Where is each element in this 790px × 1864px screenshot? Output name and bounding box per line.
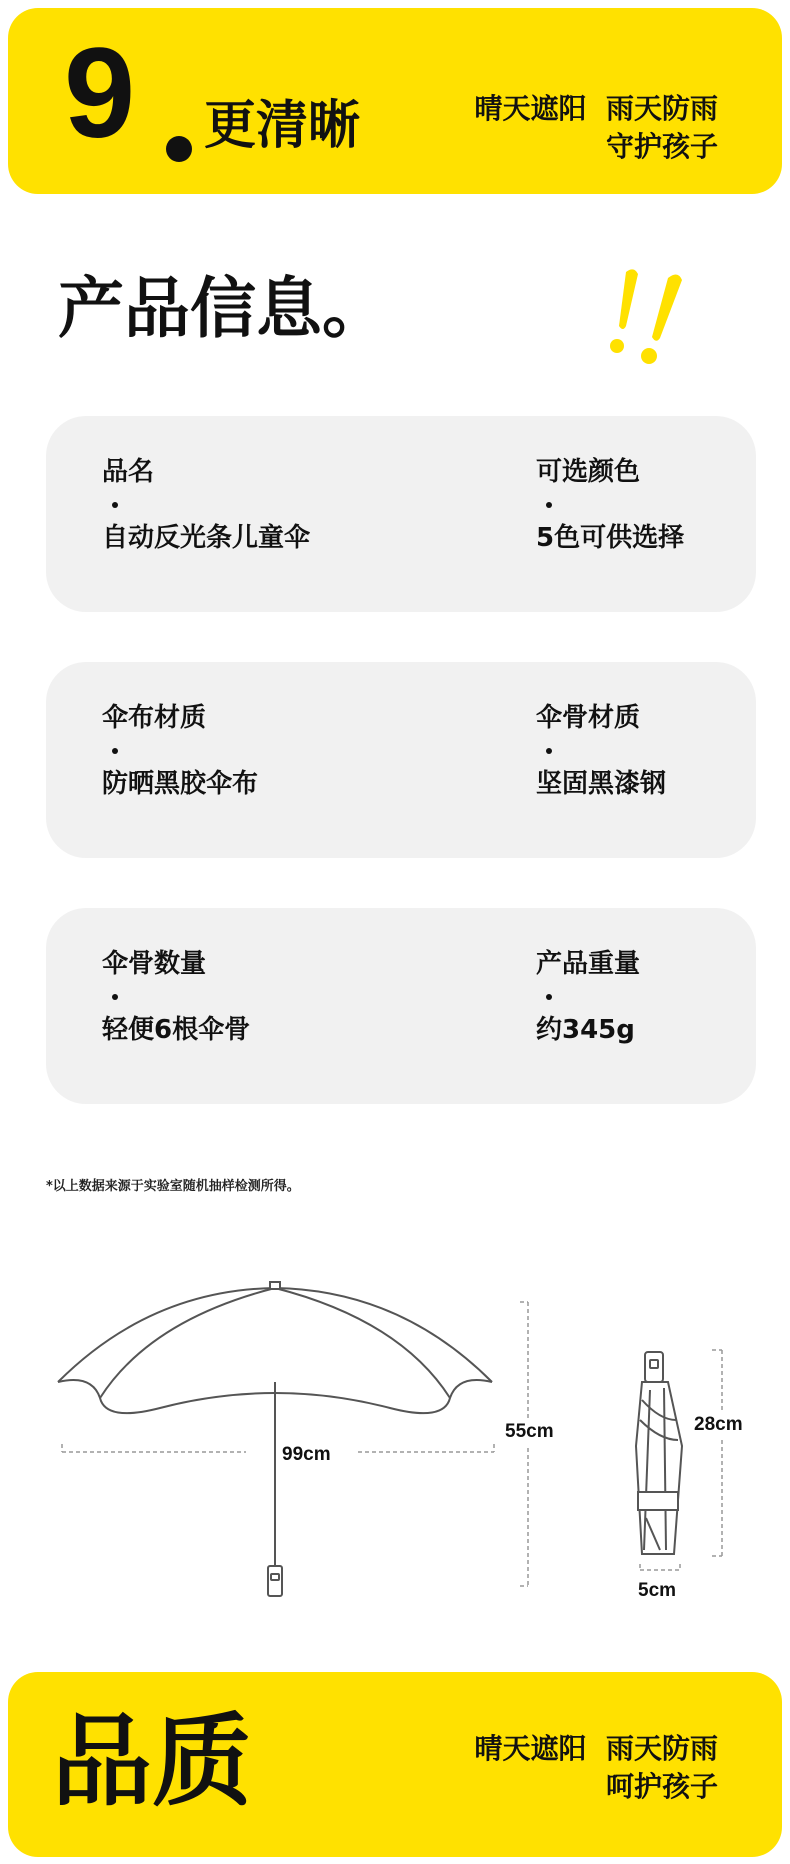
quality-title: 品质 <box>52 1703 252 1820</box>
field-weight <box>536 946 640 1048</box>
bullet-dot <box>112 994 118 1000</box>
info-card-2 <box>46 662 756 858</box>
umbrella-dimension-diagram <box>0 1270 790 1610</box>
field-label: 伞骨数量 <box>102 949 207 979</box>
folded-umbrella-icon <box>636 1352 682 1554</box>
open-height-label: 55cm <box>505 1421 554 1442</box>
open-umbrella-icon <box>58 1282 492 1596</box>
top-slogan-line2: 守护孩子 <box>605 130 718 163</box>
field-frame-material <box>536 700 666 802</box>
bullet-dot <box>112 748 118 754</box>
folded-width-label: 5cm <box>638 1580 677 1601</box>
bullet-dot <box>546 994 552 1000</box>
field-value: 5色可供选择 <box>536 523 685 553</box>
field-rib-count <box>102 946 250 1048</box>
field-label: 伞骨材质 <box>536 703 641 733</box>
field-label: 品名 <box>102 457 155 487</box>
bottom-slogan-line2: 呵护孩子 <box>605 1770 718 1803</box>
top-slogan <box>475 90 719 166</box>
exclamation-icon <box>608 264 698 364</box>
open-width-label: 99cm <box>282 1444 331 1465</box>
field-value: 自动反光条儿童伞 <box>102 523 311 553</box>
field-product-name <box>102 454 310 556</box>
bottom-banner <box>8 1672 782 1857</box>
footnote: *以上数据来源于实验室随机抽样检测所得。 <box>46 1179 300 1194</box>
field-label: 可选颜色 <box>536 457 641 487</box>
top-slogan-line1: 晴天遮阳 雨天防雨 <box>474 92 718 125</box>
field-value: 约345g <box>536 1015 635 1045</box>
field-label: 产品重量 <box>536 949 641 979</box>
width-dimension-line <box>62 1444 494 1452</box>
bullet-dot <box>546 502 552 508</box>
info-card-1 <box>46 416 756 612</box>
folded-height-dimension-line <box>712 1350 722 1556</box>
number-dot <box>166 136 192 162</box>
bottom-slogan <box>475 1730 719 1806</box>
top-banner <box>8 8 782 194</box>
bullet-dot <box>112 502 118 508</box>
info-card-3 <box>46 908 756 1104</box>
bullet-dot <box>546 748 552 754</box>
field-canopy-material <box>102 700 258 802</box>
bottom-slogan-line1: 晴天遮阳 雨天防雨 <box>474 1732 718 1765</box>
field-label: 伞布材质 <box>102 703 207 733</box>
field-colors <box>536 454 684 556</box>
height-dimension-line <box>520 1302 528 1586</box>
feature-title: 更清晰 <box>204 96 361 156</box>
section-title: 产品信息。 <box>58 270 388 347</box>
feature-number: 9 <box>64 22 132 165</box>
field-value: 坚固黑漆钢 <box>536 769 667 799</box>
field-value: 轻便6根伞骨 <box>102 1015 251 1045</box>
folded-width-dimension-line <box>640 1564 680 1570</box>
folded-height-label: 28cm <box>694 1414 743 1435</box>
field-value: 防晒黑胶伞布 <box>102 769 259 799</box>
